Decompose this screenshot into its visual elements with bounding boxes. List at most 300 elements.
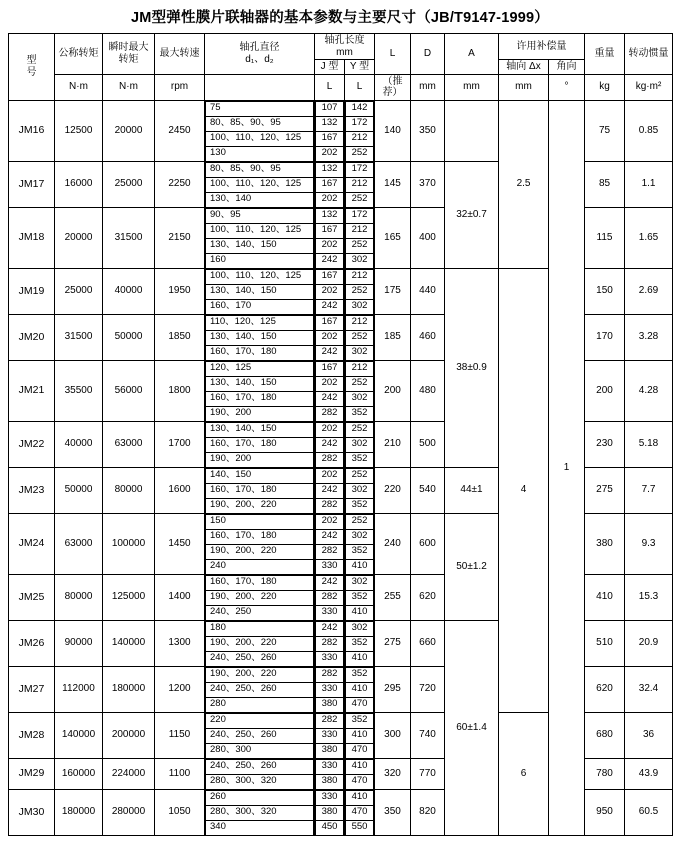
cell-peak-torque: 140000	[103, 620, 155, 666]
cell-L: 210	[375, 421, 411, 467]
cell-bore-dia: 180	[206, 621, 314, 636]
cell-weight: 170	[585, 314, 625, 360]
cell-bore-dia: 340	[206, 820, 314, 835]
cell-D: 370	[411, 161, 445, 207]
cell-bore-dia: 130、140、150	[206, 330, 314, 345]
cell-bore-len-Y: 410	[346, 605, 374, 620]
cell-bore-dia-group	[205, 666, 315, 712]
cell-peak-torque: 31500	[103, 207, 155, 268]
cell-bore-len-Y: 470	[346, 697, 374, 712]
cell-bore-len-Y: 302	[346, 483, 374, 498]
cell-inertia: 9.3	[625, 513, 673, 574]
cell-bore-dia-group	[205, 758, 315, 789]
header-weight	[585, 34, 625, 75]
cell-L: 300	[375, 712, 411, 758]
header-peak-torque	[103, 34, 155, 75]
cell-peak-torque: 80000	[103, 467, 155, 513]
cell-bore-dia: 80、85、90、95	[206, 162, 314, 177]
cell-inertia: 4.28	[625, 360, 673, 421]
cell-inertia: 43.9	[625, 758, 673, 789]
cell-bore-len-Y: 212	[346, 361, 374, 376]
cell-bore-dia: 240、250、260	[206, 682, 314, 697]
cell-bore-len-Y: 352	[346, 406, 374, 421]
cell-bore-len-Y-group	[345, 268, 375, 314]
header-model-line1: 型	[26, 55, 37, 67]
cell-D: 500	[411, 421, 445, 467]
header-weight-label: 重量	[594, 48, 615, 59]
cell-bore-len-J: 107	[316, 101, 344, 116]
cell-bore-len-J: 242	[316, 437, 344, 452]
cell-bore-len-Y: 172	[346, 162, 374, 177]
cell-weight: 620	[585, 666, 625, 712]
cell-max-speed: 2450	[155, 100, 205, 161]
cell-bore-len-J: 330	[316, 605, 344, 620]
spec-table	[8, 33, 673, 836]
header-A	[445, 34, 499, 75]
header-inertia-unit: kg·m²	[625, 74, 673, 100]
table-row	[9, 100, 673, 161]
cell-bore-len-Y: 302	[346, 253, 374, 268]
cell-bore-len-Y: 302	[346, 391, 374, 406]
cell-L: 320	[375, 758, 411, 789]
cell-bore-len-J: 242	[316, 391, 344, 406]
header-max-speed-label: 最大转速	[159, 48, 200, 59]
header-L-label: L	[389, 48, 396, 59]
cell-bore-dia: 280、300	[206, 743, 314, 758]
cell-bore-dia: 160、170、180	[206, 483, 314, 498]
cell-rated-torque: 180000	[55, 789, 103, 835]
header-bore-length-group: 轴孔长度 mm	[315, 34, 375, 60]
cell-bore-dia: 190、200	[206, 406, 314, 421]
cell-bore-len-Y: 252	[346, 330, 374, 345]
cell-inertia: 20.9	[625, 620, 673, 666]
cell-bore-len-Y: 172	[346, 116, 374, 131]
header-angular	[549, 60, 585, 75]
cell-D: 440	[411, 268, 445, 314]
cell-max-speed: 1300	[155, 620, 205, 666]
cell-bore-dia: 190、200、220	[206, 590, 314, 605]
cell-bore-dia: 130、140、150	[206, 376, 314, 391]
cell-max-speed: 1450	[155, 513, 205, 574]
cell-bore-len-J: 282	[316, 590, 344, 605]
header-angular-label: 角向	[556, 61, 577, 72]
cell-peak-torque: 25000	[103, 161, 155, 207]
header-bore-len-Y-sub: L	[345, 74, 375, 100]
cell-peak-torque: 20000	[103, 100, 155, 161]
header-bore-dia-unit	[205, 74, 315, 100]
cell-bore-len-Y: 470	[346, 805, 374, 820]
cell-bore-len-J: 330	[316, 790, 344, 805]
header-D	[411, 34, 445, 75]
cell-inertia: 32.4	[625, 666, 673, 712]
cell-bore-len-Y-group	[345, 360, 375, 421]
cell-weight: 680	[585, 712, 625, 758]
cell-bore-len-J-group	[315, 574, 345, 620]
cell-model: JM20	[9, 314, 55, 360]
header-rated-torque-unit: N·m	[55, 74, 103, 100]
cell-bore-dia: 100、110、120、125	[206, 177, 314, 192]
cell-weight: 85	[585, 161, 625, 207]
cell-bore-len-Y: 252	[346, 468, 374, 483]
cell-L: 240	[375, 513, 411, 574]
cell-bore-len-J: 242	[316, 621, 344, 636]
cell-model: JM28	[9, 712, 55, 758]
cell-bore-dia: 280、300、320	[206, 774, 314, 789]
cell-model: JM29	[9, 758, 55, 789]
cell-bore-len-J: 330	[316, 559, 344, 574]
cell-model: JM27	[9, 666, 55, 712]
cell-weight: 510	[585, 620, 625, 666]
cell-bore-dia: 190、200、220	[206, 667, 314, 682]
cell-bore-len-Y-group	[345, 314, 375, 360]
cell-bore-dia: 100、110、120、125	[206, 131, 314, 146]
cell-bore-dia: 130、140、150	[206, 422, 314, 437]
header-model-line2: 号	[26, 66, 37, 78]
cell-bore-len-Y: 212	[346, 315, 374, 330]
cell-bore-len-Y: 302	[346, 575, 374, 590]
header-D-unit: mm	[411, 74, 445, 100]
cell-bore-dia-group	[205, 314, 315, 360]
cell-bore-len-Y-group	[345, 421, 375, 467]
cell-bore-dia: 160	[206, 253, 314, 268]
cell-bore-len-Y: 352	[346, 544, 374, 559]
cell-rated-torque: 12500	[55, 100, 103, 161]
cell-bore-dia: 100、110、120、125	[206, 223, 314, 238]
cell-bore-len-J: 282	[316, 498, 344, 513]
cell-bore-len-Y-group	[345, 100, 375, 161]
cell-axial: 2.5	[499, 100, 549, 268]
cell-bore-len-J: 282	[316, 452, 344, 467]
header-rated-torque-label: 公称转矩	[58, 48, 99, 59]
cell-weight: 230	[585, 421, 625, 467]
header-bore-len-J: J 型	[315, 60, 345, 75]
cell-axial: 6	[499, 712, 549, 835]
cell-bore-dia-group	[205, 467, 315, 513]
cell-peak-torque: 200000	[103, 712, 155, 758]
cell-bore-dia: 160、170	[206, 299, 314, 314]
cell-model: JM30	[9, 789, 55, 835]
cell-bore-len-Y: 410	[346, 790, 374, 805]
cell-bore-len-J-group	[315, 161, 345, 207]
cell-bore-len-J-group	[315, 789, 345, 835]
cell-max-speed: 1100	[155, 758, 205, 789]
cell-bore-len-J: 132	[316, 162, 344, 177]
cell-peak-torque: 180000	[103, 666, 155, 712]
cell-bore-dia: 240、250、260	[206, 651, 314, 666]
cell-bore-len-Y-group	[345, 513, 375, 574]
cell-rated-torque: 80000	[55, 574, 103, 620]
cell-bore-dia-group	[205, 513, 315, 574]
cell-bore-len-Y: 550	[346, 820, 374, 835]
header-inertia	[625, 34, 673, 75]
cell-rated-torque: 20000	[55, 207, 103, 268]
cell-model: JM17	[9, 161, 55, 207]
header-compensation-group: 许用补偿量	[499, 34, 585, 60]
cell-model: JM19	[9, 268, 55, 314]
cell-A: 44±1	[445, 467, 499, 513]
cell-peak-torque: 56000	[103, 360, 155, 421]
cell-bore-dia: 160、170、180	[206, 529, 314, 544]
cell-bore-len-J: 167	[316, 223, 344, 238]
cell-max-speed: 1400	[155, 574, 205, 620]
cell-bore-len-Y: 352	[346, 590, 374, 605]
cell-bore-len-J-group	[315, 421, 345, 467]
cell-D: 480	[411, 360, 445, 421]
cell-bore-len-Y-group	[345, 712, 375, 758]
cell-bore-len-J-group	[315, 620, 345, 666]
cell-angular: 1	[549, 100, 585, 835]
cell-inertia: 5.18	[625, 421, 673, 467]
cell-bore-len-Y: 252	[346, 422, 374, 437]
cell-bore-dia: 280、300、320	[206, 805, 314, 820]
header-inertia-label: 转动惯量	[628, 48, 669, 59]
cell-bore-dia-group	[205, 789, 315, 835]
cell-peak-torque: 125000	[103, 574, 155, 620]
cell-bore-dia: 80、85、90、95	[206, 116, 314, 131]
cell-rated-torque: 140000	[55, 712, 103, 758]
cell-rated-torque: 50000	[55, 467, 103, 513]
cell-bore-dia: 140、150	[206, 468, 314, 483]
cell-bore-len-J: 202	[316, 422, 344, 437]
cell-bore-dia: 220	[206, 713, 314, 728]
cell-bore-len-J: 132	[316, 208, 344, 223]
cell-L: 255	[375, 574, 411, 620]
cell-D: 600	[411, 513, 445, 574]
cell-bore-dia-group	[205, 100, 315, 161]
cell-bore-len-J-group	[315, 207, 345, 268]
cell-D: 350	[411, 100, 445, 161]
header-L	[375, 34, 411, 75]
header-bore-len-J-sub: L	[315, 74, 345, 100]
cell-bore-dia: 190、200、220	[206, 544, 314, 559]
cell-bore-dia: 150	[206, 514, 314, 529]
cell-bore-len-Y: 410	[346, 651, 374, 666]
cell-weight: 950	[585, 789, 625, 835]
cell-inertia: 0.85	[625, 100, 673, 161]
header-axial-unit: mm	[499, 74, 549, 100]
cell-bore-len-Y: 470	[346, 743, 374, 758]
cell-bore-len-J-group	[315, 712, 345, 758]
cell-bore-dia: 160、170、180	[206, 391, 314, 406]
cell-weight: 275	[585, 467, 625, 513]
cell-D: 720	[411, 666, 445, 712]
cell-bore-len-J-group	[315, 314, 345, 360]
header-axial-label: 轴向 Δx	[506, 61, 541, 72]
cell-rated-torque: 31500	[55, 314, 103, 360]
cell-bore-dia: 160、170、180	[206, 575, 314, 590]
cell-bore-dia: 240、250	[206, 605, 314, 620]
cell-inertia: 7.7	[625, 467, 673, 513]
cell-bore-len-J: 242	[316, 345, 344, 360]
cell-bore-dia: 130、140、150	[206, 238, 314, 253]
cell-model: JM18	[9, 207, 55, 268]
cell-bore-len-Y: 352	[346, 636, 374, 651]
cell-bore-dia: 190、200、220	[206, 636, 314, 651]
table-header	[9, 34, 673, 101]
cell-bore-len-J: 282	[316, 406, 344, 421]
header-bore-dia-label: 轴孔直径	[239, 42, 280, 54]
cell-axial: 4	[499, 268, 549, 712]
cell-L: 275	[375, 620, 411, 666]
table-body	[9, 100, 673, 835]
cell-max-speed: 1050	[155, 789, 205, 835]
cell-bore-len-Y: 410	[346, 728, 374, 743]
cell-bore-len-J: 242	[316, 299, 344, 314]
cell-model: JM24	[9, 513, 55, 574]
cell-bore-dia: 280	[206, 697, 314, 712]
cell-peak-torque: 50000	[103, 314, 155, 360]
cell-bore-len-J: 380	[316, 697, 344, 712]
cell-bore-len-J: 242	[316, 529, 344, 544]
header-peak-torque-label: 瞬时最大转矩	[108, 42, 149, 65]
cell-D: 820	[411, 789, 445, 835]
cell-rated-torque: 112000	[55, 666, 103, 712]
header-model	[9, 34, 55, 101]
cell-L: 200	[375, 360, 411, 421]
cell-rated-torque: 40000	[55, 421, 103, 467]
cell-bore-len-J: 202	[316, 284, 344, 299]
cell-L: 185	[375, 314, 411, 360]
cell-bore-len-J-group	[315, 100, 345, 161]
header-weight-unit: kg	[585, 74, 625, 100]
cell-bore-len-J: 167	[316, 315, 344, 330]
header-A-label: A	[468, 48, 475, 59]
cell-D: 460	[411, 314, 445, 360]
cell-weight: 380	[585, 513, 625, 574]
cell-bore-len-J: 202	[316, 192, 344, 207]
cell-bore-dia-group	[205, 620, 315, 666]
header-axial	[499, 60, 549, 75]
cell-max-speed: 1600	[155, 467, 205, 513]
cell-rated-torque: 16000	[55, 161, 103, 207]
cell-L: 220	[375, 467, 411, 513]
cell-bore-len-Y: 252	[346, 284, 374, 299]
cell-bore-dia: 90、95	[206, 208, 314, 223]
cell-bore-len-Y: 352	[346, 452, 374, 467]
cell-bore-len-Y: 352	[346, 498, 374, 513]
cell-bore-len-J: 167	[316, 177, 344, 192]
cell-bore-len-J: 167	[316, 269, 344, 284]
cell-bore-len-J: 132	[316, 116, 344, 131]
cell-bore-len-Y: 172	[346, 208, 374, 223]
cell-D: 660	[411, 620, 445, 666]
cell-D: 620	[411, 574, 445, 620]
cell-weight: 780	[585, 758, 625, 789]
cell-weight: 410	[585, 574, 625, 620]
cell-D: 770	[411, 758, 445, 789]
cell-max-speed: 2250	[155, 161, 205, 207]
cell-bore-len-J: 380	[316, 774, 344, 789]
cell-bore-dia: 240、250、260	[206, 759, 314, 774]
cell-inertia: 15.3	[625, 574, 673, 620]
header-max-speed	[155, 34, 205, 75]
cell-bore-dia: 110、120、125	[206, 315, 314, 330]
cell-bore-len-J: 202	[316, 468, 344, 483]
cell-peak-torque: 40000	[103, 268, 155, 314]
header-max-speed-unit: rpm	[155, 74, 205, 100]
cell-bore-len-J: 282	[316, 667, 344, 682]
cell-model: JM22	[9, 421, 55, 467]
cell-rated-torque: 90000	[55, 620, 103, 666]
cell-weight: 150	[585, 268, 625, 314]
cell-model: JM26	[9, 620, 55, 666]
cell-bore-len-Y: 212	[346, 223, 374, 238]
cell-D: 400	[411, 207, 445, 268]
cell-bore-dia-group	[205, 712, 315, 758]
cell-A: 32±0.7	[445, 161, 499, 268]
header-bore-len-Y: Y 型	[345, 60, 375, 75]
cell-max-speed: 1850	[155, 314, 205, 360]
cell-bore-dia-group	[205, 161, 315, 207]
cell-L: 165	[375, 207, 411, 268]
cell-peak-torque: 100000	[103, 513, 155, 574]
cell-inertia: 36	[625, 712, 673, 758]
header-L-sub: （推荐）	[375, 74, 411, 100]
cell-model: JM16	[9, 100, 55, 161]
cell-bore-len-J: 202	[316, 376, 344, 391]
cell-bore-len-J: 167	[316, 131, 344, 146]
cell-D: 540	[411, 467, 445, 513]
header-rated-torque	[55, 34, 103, 75]
cell-bore-len-J: 330	[316, 728, 344, 743]
cell-bore-len-J: 202	[316, 330, 344, 345]
cell-bore-len-Y-group	[345, 666, 375, 712]
cell-inertia: 60.5	[625, 789, 673, 835]
header-peak-torque-unit: N·m	[103, 74, 155, 100]
cell-bore-len-J: 167	[316, 361, 344, 376]
cell-bore-len-Y-group	[345, 620, 375, 666]
cell-max-speed: 1150	[155, 712, 205, 758]
cell-bore-dia: 130、140	[206, 192, 314, 207]
cell-bore-len-Y: 302	[346, 529, 374, 544]
cell-bore-dia: 190、200	[206, 452, 314, 467]
cell-bore-len-Y: 142	[346, 101, 374, 116]
cell-model: JM21	[9, 360, 55, 421]
cell-bore-dia: 160、170、180	[206, 345, 314, 360]
cell-bore-len-J: 242	[316, 253, 344, 268]
cell-bore-dia-group	[205, 268, 315, 314]
cell-bore-dia-group	[205, 207, 315, 268]
cell-bore-len-Y-group	[345, 758, 375, 789]
cell-bore-len-J-group	[315, 360, 345, 421]
cell-max-speed: 1700	[155, 421, 205, 467]
cell-bore-len-J: 282	[316, 636, 344, 651]
cell-bore-len-J: 202	[316, 514, 344, 529]
cell-bore-len-J: 282	[316, 544, 344, 559]
cell-bore-dia: 75	[206, 101, 314, 116]
cell-weight: 75	[585, 100, 625, 161]
cell-bore-len-J-group	[315, 268, 345, 314]
cell-A: 50±1.2	[445, 513, 499, 620]
cell-rated-torque: 25000	[55, 268, 103, 314]
cell-bore-len-Y: 352	[346, 713, 374, 728]
cell-rated-torque: 63000	[55, 513, 103, 574]
cell-bore-dia-group	[205, 421, 315, 467]
cell-bore-len-Y-group	[345, 467, 375, 513]
cell-inertia: 1.65	[625, 207, 673, 268]
header-angular-unit: °	[549, 74, 585, 100]
cell-L: 175	[375, 268, 411, 314]
cell-max-speed: 1950	[155, 268, 205, 314]
cell-bore-len-Y: 212	[346, 269, 374, 284]
cell-bore-len-J: 202	[316, 146, 344, 161]
cell-L: 140	[375, 100, 411, 161]
cell-bore-dia: 130、140、150	[206, 284, 314, 299]
cell-A	[445, 100, 499, 161]
cell-bore-len-Y-group	[345, 789, 375, 835]
cell-L: 145	[375, 161, 411, 207]
cell-bore-len-J: 380	[316, 743, 344, 758]
